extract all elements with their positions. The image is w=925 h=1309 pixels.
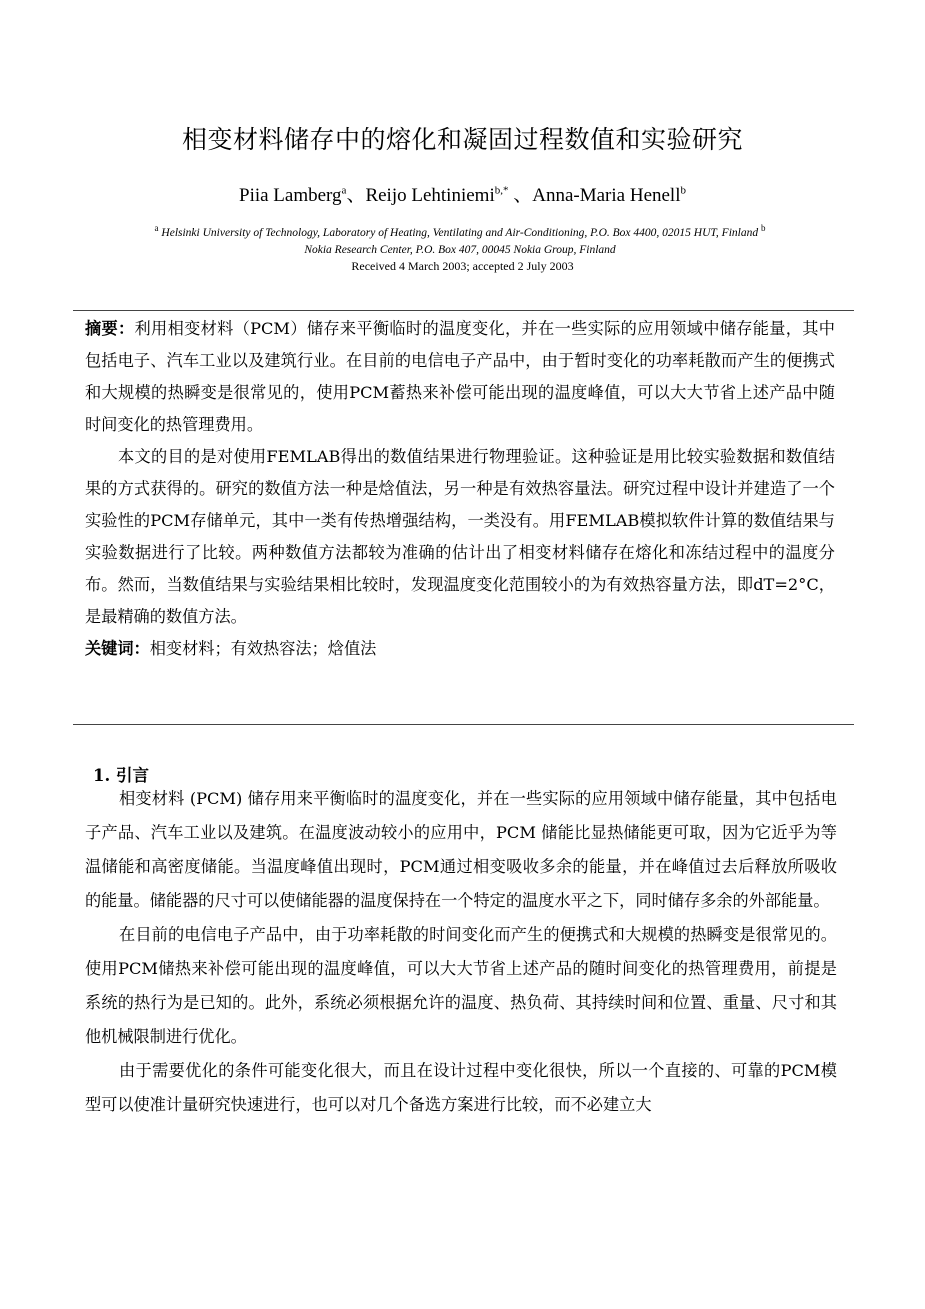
author-name: Reijo Lehtiniemi <box>365 185 495 206</box>
paper-title: 相变材料储存中的熔化和凝固过程数值和实验研究 <box>181 125 743 154</box>
abstract-paragraph: 本文的目的是对使用FEMLAB得出的数值结果进行物理验证。这种验证是用比较实验数据和数值结果的方式获得的。研究的数值方法一种是焓值法，另一种是有效热容量法。研究过程中设计并建造了一个实验性的PCM存储单元，其中一类有传热增强结构，一类没有。用FEMLAB模拟软件计算的数值结果与实验数据进行了比较。两种数值方法都较为准确的估计出了相变材料储存在熔化和冻结过程中的温度分布。然而，当数值结果与实验结果相比较时，发现温度变化范围较小的为有效热容量方法，即dT=2°C，是最精确的数值方法。 <box>85 447 835 626</box>
affiliation-text: Nokia Research Center, P.O. Box 407, 00045 Nokia Group, Finland <box>304 243 616 256</box>
author-affiliation-mark: a <box>341 184 347 197</box>
keywords-line <box>85 633 835 665</box>
section-heading: 1. 引言 <box>93 766 149 785</box>
abstract-label: 摘要： <box>85 319 135 338</box>
author-affiliation-mark: b <box>680 184 686 197</box>
abstract-block <box>85 313 835 665</box>
affiliations <box>150 220 770 259</box>
keywords-text: 相变材料；有效热容法；焓值法 <box>149 639 377 658</box>
received-date: Received 4 March 2003; accepted 2 July 2003 <box>351 259 574 273</box>
section-body <box>85 782 837 1122</box>
keywords-label: 关键词： <box>85 639 150 658</box>
author-name: Anna-Maria Henell <box>532 185 681 206</box>
body-paragraph: 在目前的电信电子产品中，由于功率耗散的时间变化而产生的便携式和大规模的热瞬变是很常见的。使用PCM储热来补偿可能出现的温度峰值，可以大大节省上述产品的随时间变化的热管理费用，前提是系统的热行为是已知的。此外，系统必须根据允许的温度、热负荷、其持续时间和位置、重量、尺寸和其他机械限制进行优化。 <box>85 925 837 1046</box>
author-separator: 、 <box>508 185 533 206</box>
author-name: Piia Lamberg <box>239 185 342 206</box>
author-affiliation-mark: b,* <box>494 184 509 197</box>
affiliation-mark: a <box>154 223 159 233</box>
abstract-paragraph <box>85 313 835 441</box>
abstract-text: 利用相变材料（PCM）储存来平衡临时的温度变化，并在一些实际的应用领域中储存能量，其中包括电子、汽车工业以及建筑行业。在目前的电信电子产品中，由于暂时变化的功率耗散而产生的便携式和大规模的热瞬变是很常见的，使用PCM蓄热来补偿可能出现的温度峰值，可以大大节省上述产品中随时间变化的热管理费用。 <box>85 319 835 434</box>
author-separator: 、 <box>346 185 366 206</box>
author-list <box>0 180 925 207</box>
body-paragraph: 相变材料 (PCM) 储存用来平衡临时的温度变化，并在一些实际的应用领域中储存能量，其中包括电子产品、汽车工业以及建筑。在温度波动较小的应用中，PCM 储能比显热储能更可取，因为它近乎为等温储能和高密度储能。当温度峰值出现时，PCM通过相变吸收多余的能量，并在峰值过去后释放所吸收的能量。储能器的尺寸可以使储能器的温度保持在一个特定的温度水平之下，同时储存多余的外部能量。 <box>85 789 837 910</box>
affiliation-text: Helsinki University of Technology, Laboratory of Heating, Ventilating and Air-Conditioning, P.O. Box 4400, 02015 HUT, Finland <box>158 226 759 239</box>
affiliation-mark: b <box>760 223 766 233</box>
abstract-top-divider <box>73 310 854 311</box>
body-paragraph: 由于需要优化的条件可能变化很大，而且在设计过程中变化很快，所以一个直接的、可靠的PCM模型可以使准计量研究快速进行，也可以对几个备选方案进行比较，而不必建立大 <box>85 1061 837 1114</box>
abstract-bottom-divider <box>73 724 854 725</box>
